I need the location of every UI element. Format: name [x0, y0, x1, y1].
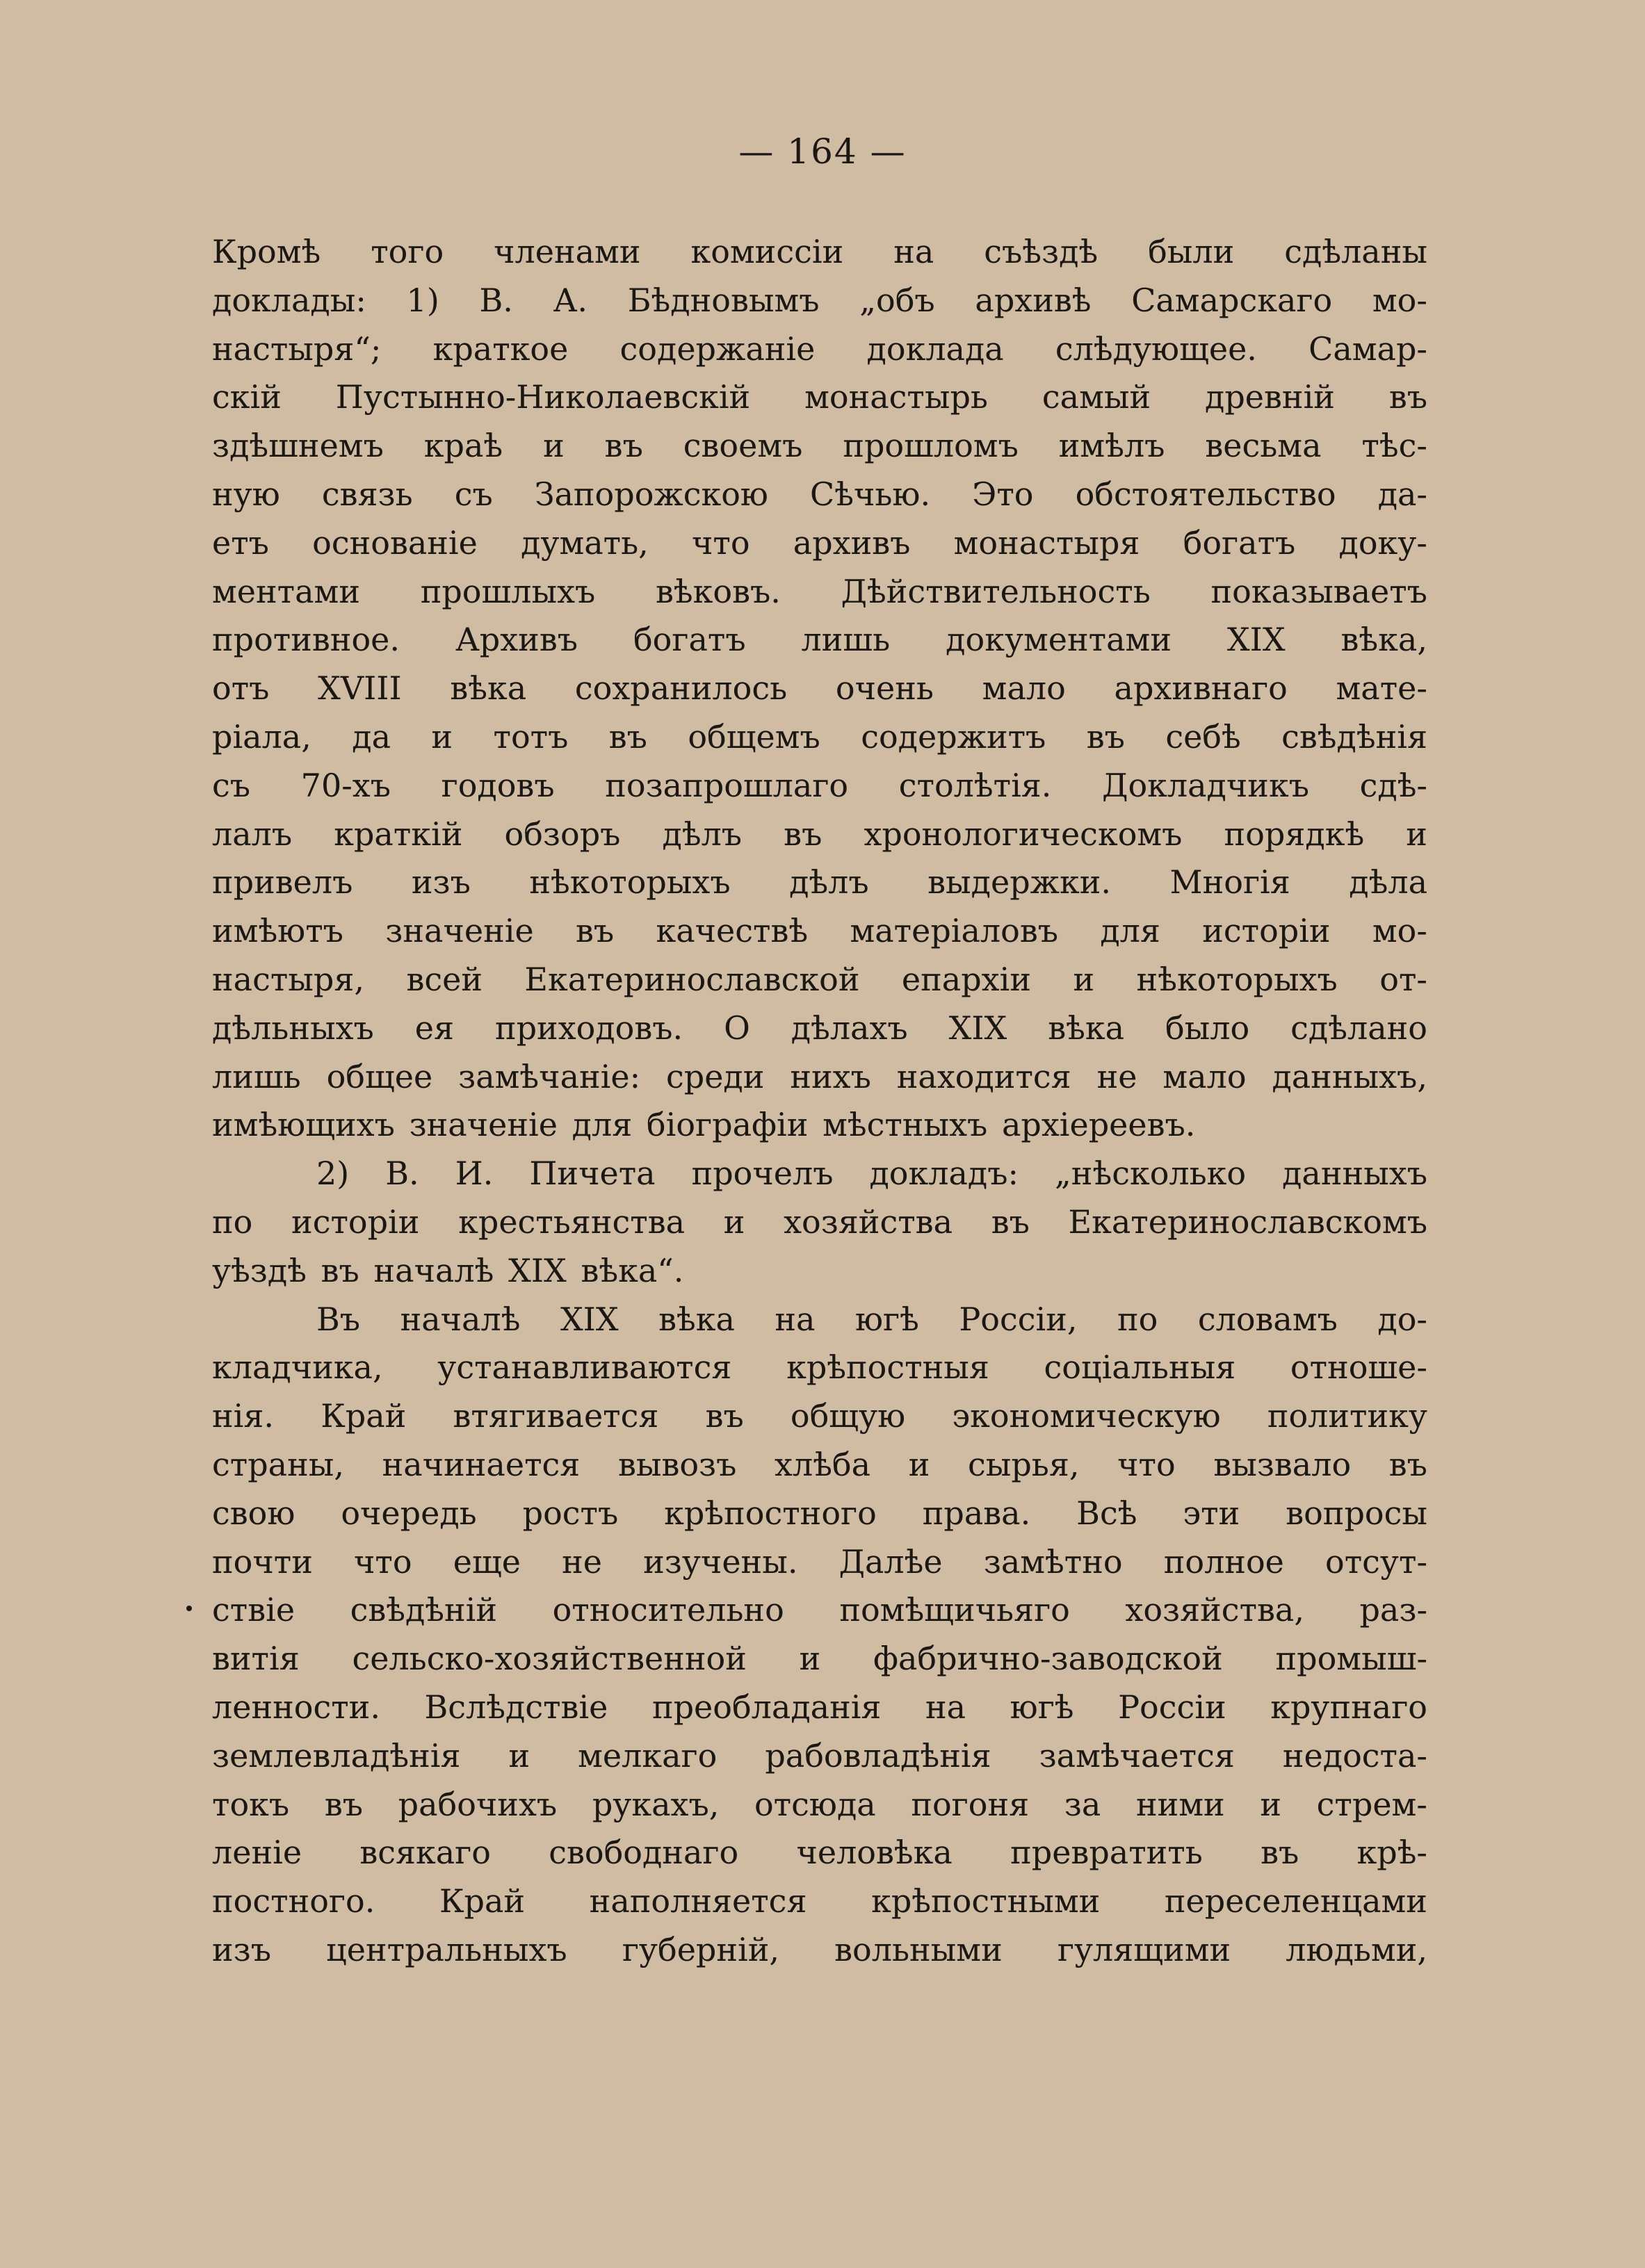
text-line: нія. Край втягивается въ общую экономическую политику [212, 1397, 1427, 1435]
text-line: кладчика, устанавливаются крѣпостныя соціальныя отноше- [212, 1348, 1427, 1387]
text-line: ную связь съ Запорожскою Сѣчью. Это обстоятельство да- [212, 475, 1427, 513]
text-line: страны, начинается вывозъ хлѣба и сырья, что вызвало въ [212, 1445, 1427, 1483]
margin-mark [186, 1606, 192, 1611]
text-line: токъ въ рабочихъ рукахъ, отсюда погоня за ними и стрем- [212, 1785, 1427, 1823]
text-line: по исторіи крестьянства и хозяйства въ Екатеринославскомъ [212, 1202, 1427, 1241]
text-line: ствіе свѣдѣній относительно помѣщичьяго хозяйства, раз- [212, 1591, 1427, 1629]
text-line: настыря, всей Екатеринославской епархіи и нѣкоторыхъ от- [212, 960, 1427, 998]
text-line: настыря“; краткое содержаніе доклада слѣдующее. Самар- [212, 329, 1427, 368]
text-line: скій Пустынно-Николаевскій монастырь самый древній въ [212, 378, 1427, 416]
text-line: лалъ краткій обзоръ дѣлъ въ хронологическомъ порядкѣ и [212, 815, 1427, 853]
text-line: ленности. Вслѣдствіе преобладанія на югѣ Россіи крупнаго [212, 1688, 1427, 1726]
text-line: имѣютъ значеніе въ качествѣ матеріаловъ для исторіи мо- [212, 912, 1427, 950]
page-number: — 164 — [738, 131, 907, 172]
text-line: етъ основаніе думать, что архивъ монастыря богатъ доку- [212, 523, 1427, 562]
text-line: дѣльныхъ ея приходовъ. О дѣлахъ XIX вѣка было сдѣлано [212, 1009, 1427, 1047]
text-line: съ 70-хъ годовъ позапрошлаго столѣтія. Докладчикъ сдѣ- [212, 766, 1427, 804]
text-line: противное. Архивъ богатъ лишь документами XIX вѣка, [212, 621, 1427, 659]
text-line: ріала, да и тотъ въ общемъ содержитъ въ себѣ свѣдѣнія [212, 717, 1427, 756]
text-line: имѣющихъ значеніе для біографіи мѣстныхъ архіереевъ. [212, 1106, 1196, 1144]
text-line: почти что еще не изучены. Далѣе замѣтно полное отсут- [212, 1542, 1427, 1581]
text-line: отъ XVIII вѣка сохранилось очень мало архивнаго мате- [212, 669, 1427, 708]
text-line: свою очередь ростъ крѣпостного права. Всѣ эти вопросы [212, 1494, 1427, 1532]
text-line: 2) В. И. Пичета прочелъ докладъ: „нѣсколько данныхъ [316, 1155, 1427, 1193]
page-text [212, 228, 1427, 1975]
text-line: изъ центральныхъ губерній, вольными гулящими людьми, [212, 1930, 1427, 1968]
text-line: уѣздѣ въ началѣ XIX вѣка“. [212, 1251, 684, 1289]
text-line: землевладѣнія и мелкаго рабовладѣнія замѣчается недоста- [212, 1736, 1427, 1775]
text-line: лишь общее замѣчаніе: среди нихъ находится не мало данныхъ, [212, 1057, 1427, 1095]
text-line: привелъ изъ нѣкоторыхъ дѣлъ выдержки. Многія дѣла [212, 863, 1427, 902]
text-line: доклады: 1) В. А. Бѣдновымъ „объ архивѣ Самарскаго мо- [212, 281, 1427, 319]
text-line: постного. Край наполняется крѣпостными переселенцами [212, 1882, 1427, 1920]
text-line: здѣшнемъ краѣ и въ своемъ прошломъ имѣлъ весьма тѣс- [212, 427, 1427, 465]
text-line: ментами прошлыхъ вѣковъ. Дѣйствительность показываетъ [212, 572, 1427, 610]
text-line: Въ началѣ XIX вѣка на югѣ Россіи, по словамъ до- [316, 1300, 1427, 1338]
text-line: витія сельско-хозяйственной и фабрично-заводской промыш- [212, 1640, 1427, 1678]
text-line: Кромѣ того членами комиссіи на съѣздѣ были сдѣланы [212, 233, 1427, 270]
text-line: леніе всякаго свободнаго человѣка превратить въ крѣ- [212, 1834, 1427, 1872]
